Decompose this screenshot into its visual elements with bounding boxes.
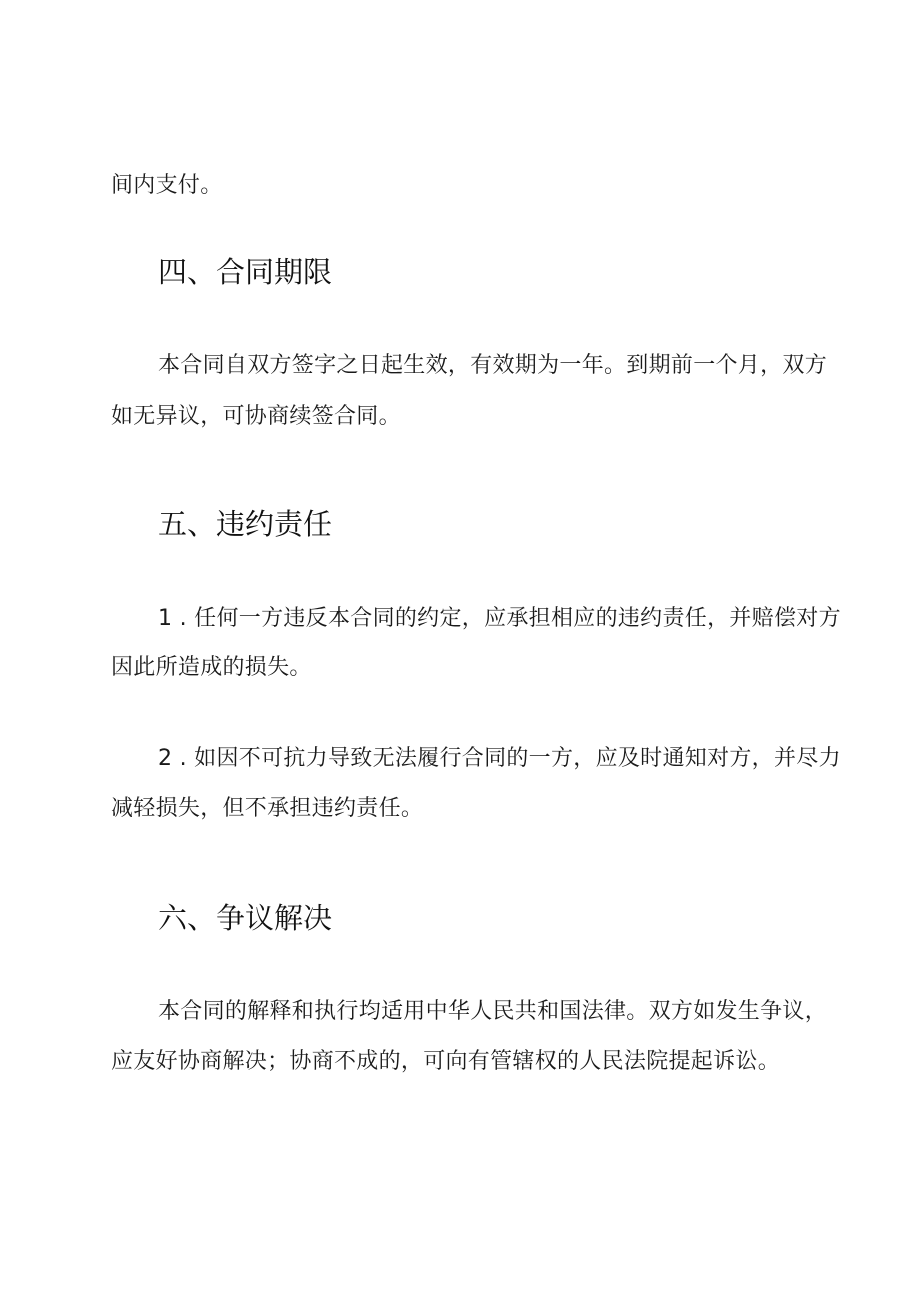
continuation-text: 间内支付。	[111, 173, 223, 198]
liability-clause-2-line: 2 . 如因不可抗力导致无法履行合同的一方，应及时通知对方，并尽力	[158, 746, 841, 771]
dispute-paragraph-line: 应友好协商解决；协商不成的，可向有管辖权的人民法院提起诉讼。	[111, 1049, 781, 1074]
term-paragraph-line: 本合同自双方签字之日起生效，有效期为一年。到期前一个月，双方	[158, 353, 828, 378]
section-heading-liability: 五、违约责任	[158, 507, 333, 541]
liability-clause-1-line: 因此所造成的损失。	[111, 655, 312, 680]
liability-clause-1-line: 1 . 任何一方违反本合同的约定，应承担相应的违约责任，并赔偿对方	[158, 606, 841, 631]
section-heading-dispute: 六、争议解决	[158, 901, 333, 935]
term-paragraph-line: 如无异议，可协商续签合同。	[111, 404, 401, 429]
section-heading-term: 四、合同期限	[158, 255, 333, 289]
liability-clause-2-line: 减轻损失，但不承担违约责任。	[111, 796, 424, 821]
dispute-paragraph-line: 本合同的解释和执行均适用中华人民共和国法律。双方如发生争议，	[158, 999, 828, 1024]
